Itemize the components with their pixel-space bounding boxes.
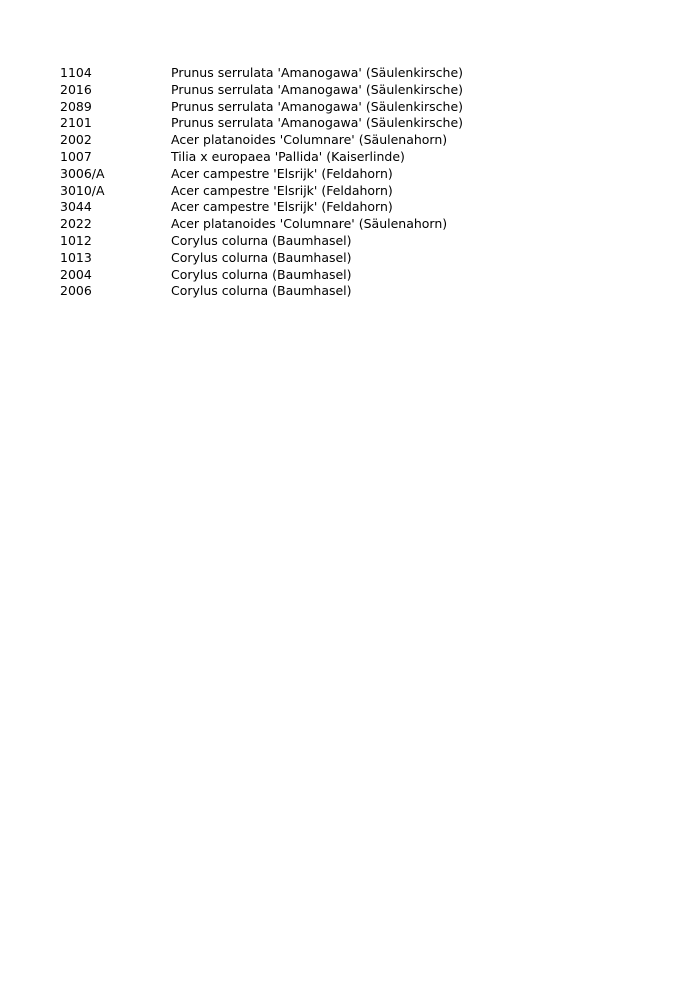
tree-species: Prunus serrulata 'Amanogawa' (Säulenkirsche) bbox=[171, 81, 464, 97]
tree-id: 2004 bbox=[60, 266, 92, 282]
tree-species: Acer platanoides 'Columnare' (Säulenahorn) bbox=[171, 216, 448, 232]
tree-species: Corylus colurna (Baumhasel) bbox=[171, 283, 352, 299]
tree-species: Corylus colurna (Baumhasel) bbox=[171, 232, 352, 248]
tree-species: Prunus serrulata 'Amanogawa' (Säulenkirsche) bbox=[171, 98, 464, 114]
tree-id: 2022 bbox=[60, 216, 92, 232]
tree-row bbox=[60, 99, 660, 116]
tree-species: Acer campestre 'Elsrijk' (Feldahorn) bbox=[171, 165, 393, 181]
tree-species: Corylus colurna (Baumhasel) bbox=[171, 249, 352, 265]
tree-species: Prunus serrulata 'Amanogawa' (Säulenkirsche) bbox=[171, 65, 464, 80]
tree-id: 2101 bbox=[60, 115, 92, 131]
tree-id: 1012 bbox=[60, 232, 92, 248]
tree-id: 1007 bbox=[60, 148, 92, 164]
tree-id: 1104 bbox=[60, 65, 92, 80]
tree-id: 2089 bbox=[60, 98, 92, 114]
tree-row bbox=[60, 132, 660, 149]
tree-species: Prunus serrulata 'Amanogawa' (Säulenkirsche) bbox=[171, 115, 464, 131]
tree-species: Acer platanoides 'Columnare' (Säulenahorn) bbox=[171, 132, 448, 148]
tree-row bbox=[60, 267, 660, 284]
tree-row bbox=[60, 283, 660, 300]
tree-species: Acer campestre 'Elsrijk' (Feldahorn) bbox=[171, 182, 393, 198]
tree-id: 3006/A bbox=[60, 165, 105, 181]
tree-list bbox=[60, 65, 660, 300]
tree-row bbox=[60, 250, 660, 267]
tree-id: 2002 bbox=[60, 132, 92, 148]
tree-species: Corylus colurna (Baumhasel) bbox=[171, 266, 352, 282]
tree-species: Tilia x europaea 'Pallida' (Kaiserlinde) bbox=[171, 148, 405, 164]
tree-id: 3010/A bbox=[60, 182, 105, 198]
tree-row bbox=[60, 216, 660, 233]
tree-id: 2006 bbox=[60, 283, 92, 299]
tree-row bbox=[60, 115, 660, 132]
tree-id: 3044 bbox=[60, 199, 92, 215]
tree-row bbox=[60, 183, 660, 200]
tree-row bbox=[60, 199, 660, 216]
tree-id: 1013 bbox=[60, 249, 92, 265]
tree-row bbox=[60, 65, 660, 82]
tree-row bbox=[60, 166, 660, 183]
tree-id: 2016 bbox=[60, 81, 92, 97]
tree-row bbox=[60, 149, 660, 166]
tree-species: Acer campestre 'Elsrijk' (Feldahorn) bbox=[171, 199, 393, 215]
tree-row bbox=[60, 82, 660, 99]
tree-row bbox=[60, 233, 660, 250]
